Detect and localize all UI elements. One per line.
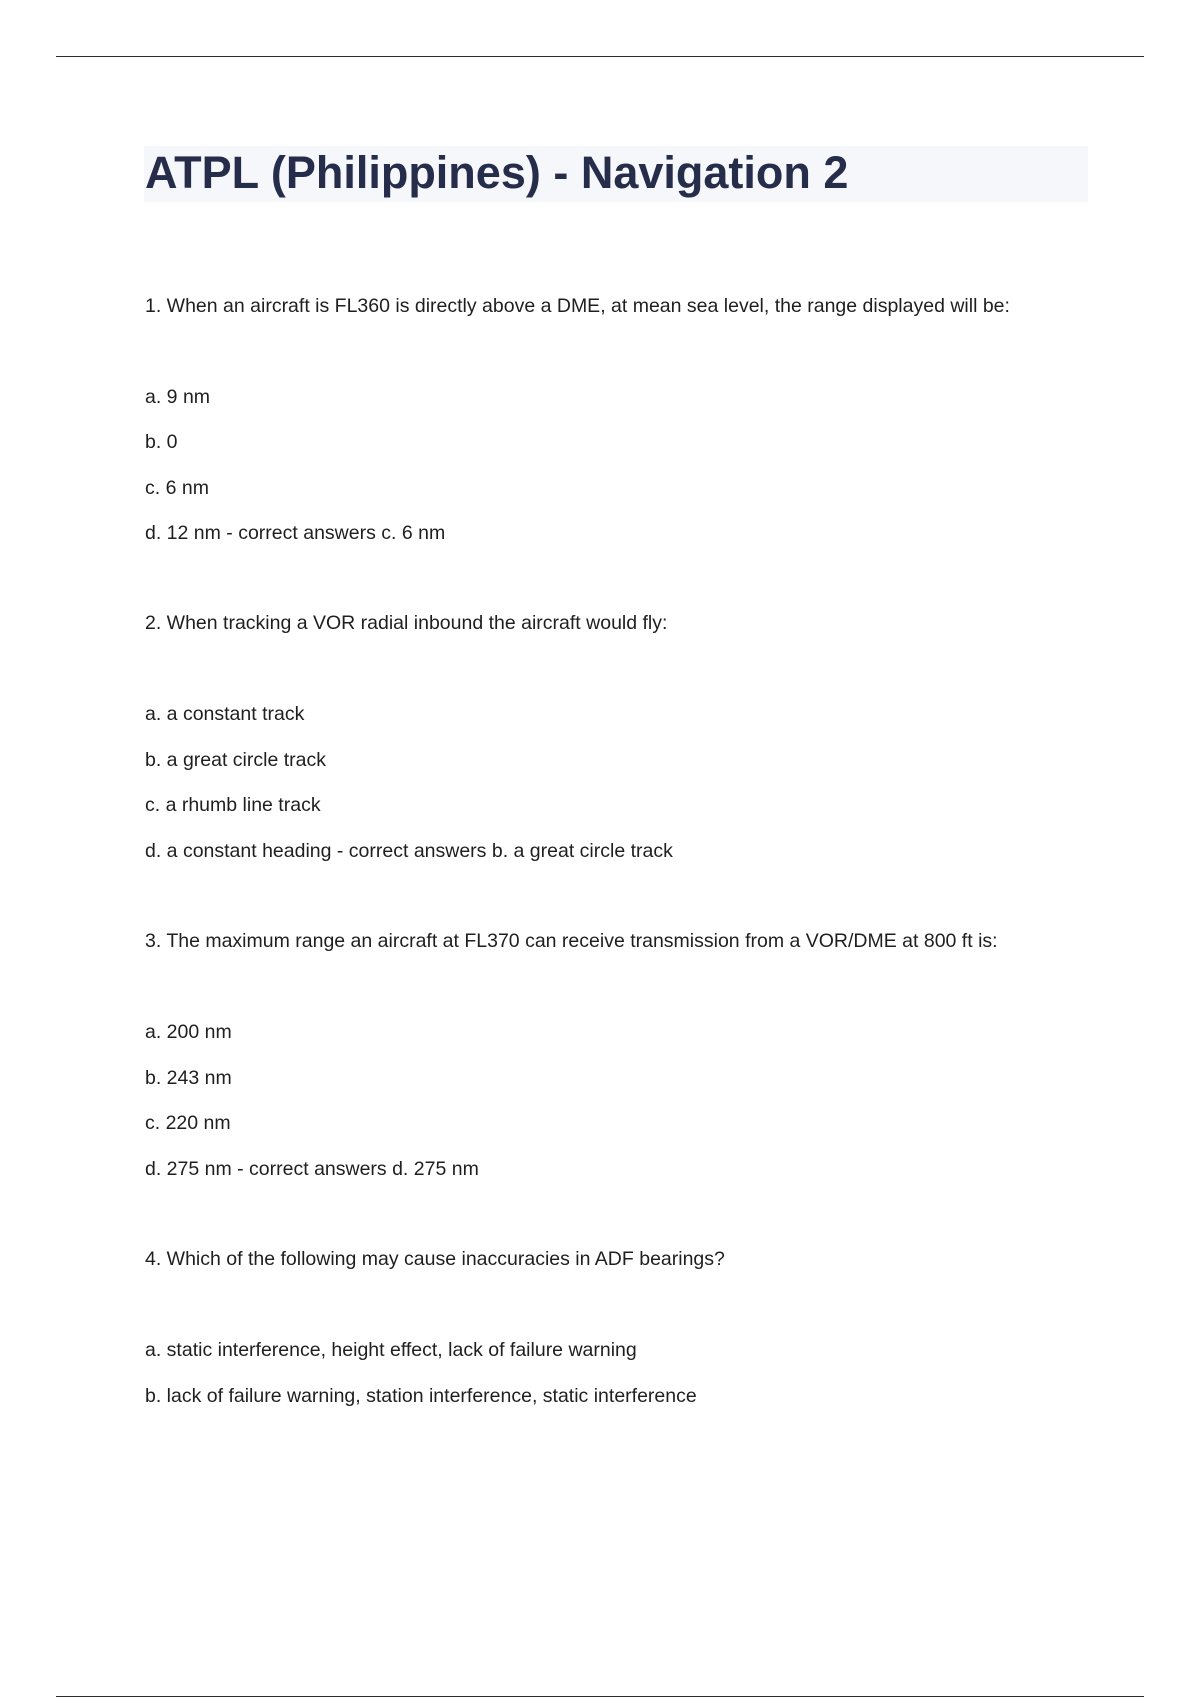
question-4-option-a: a. static interference, height effect, lack of failure warning bbox=[145, 1339, 637, 1361]
question-3-option-d: d. 275 nm - correct answers d. 275 nm bbox=[145, 1158, 479, 1180]
question-3-option-b: b. 243 nm bbox=[145, 1067, 232, 1089]
question-2-option-a: a. a constant track bbox=[145, 703, 305, 725]
page-title: ATPL (Philippines) - Navigation 2 bbox=[145, 147, 849, 198]
header-rule bbox=[56, 56, 1144, 57]
question-1-option-b: b. 0 bbox=[145, 431, 178, 453]
question-3-option-a: a. 200 nm bbox=[145, 1021, 232, 1043]
question-3-text: 3. The maximum range an aircraft at FL370 can receive transmission from a VOR/DME at 800 ft is: bbox=[145, 930, 998, 952]
question-2-option-c: c. a rhumb line track bbox=[145, 794, 321, 816]
question-2-option-d: d. a constant heading - correct answers b. a great circle track bbox=[145, 840, 673, 862]
question-4-text: 4. Which of the following may cause inaccuracies in ADF bearings? bbox=[145, 1248, 725, 1270]
question-1-option-a: a. 9 nm bbox=[145, 386, 211, 408]
footer-rule bbox=[56, 1696, 1144, 1697]
question-2-text: 2. When tracking a VOR radial inbound the aircraft would fly: bbox=[145, 612, 668, 634]
question-2-option-b: b. a great circle track bbox=[145, 749, 326, 771]
question-1-text: 1. When an aircraft is FL360 is directly above a DME, at mean sea level, the range displayed will be: bbox=[145, 295, 1010, 317]
question-1-option-d: d. 12 nm - correct answers c. 6 nm bbox=[145, 522, 446, 544]
question-1-option-c: c. 6 nm bbox=[145, 477, 209, 499]
question-3-option-c: c. 220 nm bbox=[145, 1112, 231, 1134]
question-4-option-b: b. lack of failure warning, station interference, static interference bbox=[145, 1385, 697, 1407]
